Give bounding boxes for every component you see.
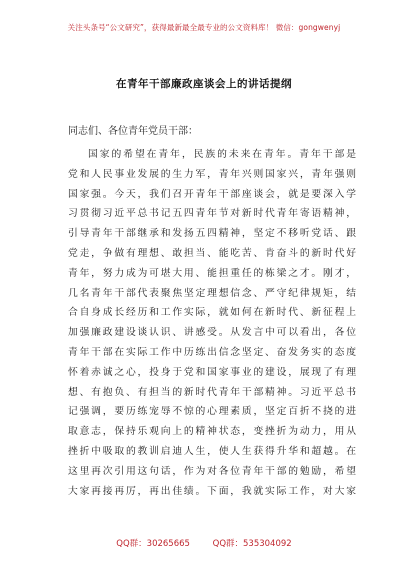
body-line: 合自身成长经历和工作实际，就如何在新时代、新征程上: [68, 307, 356, 319]
body-line: 国家的希望在青年，民族的未来在青年。青年干部是: [88, 149, 356, 160]
body-line: 大家再接再厉，再出佳绩。下面，我就实际工作，对大家: [68, 485, 356, 497]
document-title: 在青年干部廉政座谈会上的讲话提纲: [116, 78, 292, 90]
body-line: 青年，努力成为可堪大用、能担重任的栋梁之才。刚才，: [68, 267, 356, 279]
body-line: 想、有抱负、有担当的新时代青年干部精神。习近平总书: [68, 386, 356, 398]
body-line: 青年干部在实际工作中历练出信念坚定、奋发务实的态度: [68, 346, 356, 358]
body-line: 加强廉政建设谈认识、讲感受。从发言中可以看出，各位: [68, 327, 356, 339]
document-body: [68, 145, 356, 501]
salutation: 同志们、各位青年党员干部：: [68, 126, 198, 137]
body-line: 几名青年干部代表聚焦坚定理想信念、严守纪律规矩，结: [68, 287, 356, 299]
body-line: 党走，争做有理想、敢担当、能吃苦、肯奋斗的新时代好: [68, 247, 356, 259]
body-line: 记强调，要历练宠辱不惊的心理素质，坚定百折不挠的进: [68, 406, 356, 418]
promo-header: 关注头条号“公文研究”，获得最新最全最专业的公文资料库！ 微信：gongwenyj: [67, 23, 341, 32]
body-line: 习贯彻习近平总书记五四青年节对新时代青年寄语精神，: [68, 208, 356, 220]
body-line: 取意志，保持乐观向上的精神状态，变挫折为动力，用从: [68, 426, 356, 438]
body-line: 这里再次引用这句话，作为对各位青年干部的勉励，希望: [68, 465, 356, 477]
body-line: 国家强。今天，我们召开青年干部座谈会，就是要深入学: [68, 188, 356, 200]
body-line: 引导青年干部继承和发扬五四精神，坚定不移听党话、跟: [68, 228, 356, 240]
qq-group-left: QQ群：30265665: [116, 539, 190, 549]
body-line: 怀着赤诚之心，投身于党和国家事业的建设，展现了有理: [68, 366, 356, 378]
qq-footer: [0, 537, 408, 549]
qq-group-right: QQ群：535304092: [212, 539, 292, 549]
body-line: 党和人民事业发展的生力军，青年兴则国家兴，青年强则: [68, 168, 356, 180]
body-line: 挫折中吸取的教训启迪人生，使人生获得升华和超越。在: [68, 445, 356, 457]
